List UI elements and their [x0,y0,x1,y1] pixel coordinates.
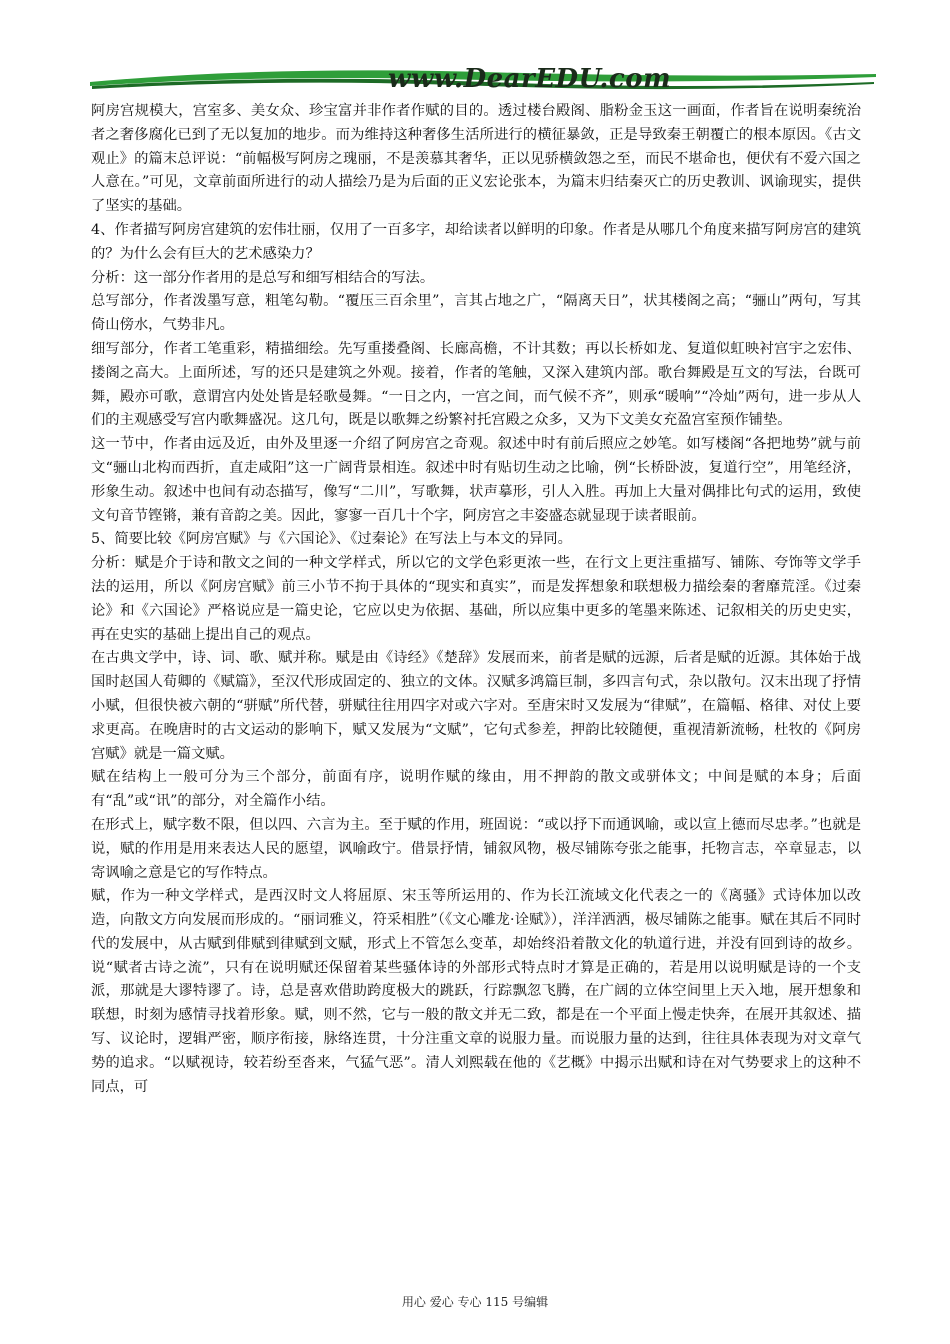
document-body [91,100,861,1099]
paragraph: 分析：这一部分作者用的是总写和细写相结合的写法。 [91,269,435,286]
question-heading: 5、简要比较《阿房宫赋》与《六国论》、《过秦论》在写法上与本文的异同。 [91,531,572,548]
paragraph: 赋，作为一种文学样式，是西汉时文人将屈原、宋玉等所运用的、作为长江流域文化代表之一的《离骚》式诗体加以改造，向散文方向发展而形成的。“丽词雅义，符采相胜”（《文心雕龙·诠赋》），洋洋洒洒，极尽铺陈之能事。赋在其后不同时代的发展中，从古赋到俳赋到律赋到文赋，形式上不管怎么变革，却始终沿着散文化的轨道行进，并没有回到诗的故乡。说“赋者古诗之流”，只有在说明赋还保留着某些骚体诗的外部形式特点时才算是正确的，若是用以说明赋是诗的一个支派，那就是大谬特谬了。诗，总是喜欢借助跨度极大的跳跃，行踪飘忽飞腾，在广阔的立体空间里上天入地，展开想象和联想，时刻为感情寻找着形象。赋，则不然，它与一般的散文并无二致，都是在一个平面上慢走快奔，在展开其叙述、描写、议论时，逻辑严密，顺序衔接，脉络连贯，十分注重文章的说服力量。而说服力量的达到，往往具体表现为对文章气势的追求。“以赋视诗，较若纷至沓来，气猛气恶”。清人刘熙载在他的《艺概》中揭示出赋和诗在对气势要求上的这种不同点，可 [91,888,861,1095]
paragraph: 阿房宫规模大，宫室多、美女众、珍宝富并非作者作赋的目的。透过楼台殿阁、脂粉金玉这一画面，作者旨在说明秦统治者之奢侈腐化已到了无以复加的地步。而为维持这种奢侈生活所进行的横征暴敛，正是导致秦王朝覆亡的根本原因。《古文观止》的篇末总评说：“前幅极写阿房之瑰丽，不是羡慕其奢华，正以见骄横敛怨之至，而民不堪命也，便伏有不爱六国之人意在。”可见，文章前面所进行的动人描绘乃是为后面的正义宏论张本，为篇末归结秦灭亡的历史教训、讽谕现实，提供了坚实的基础。 [91,103,861,215]
paragraph: 细写部分，作者工笔重彩，精描细绘。先写重搂叠阁、长廊高檐，不计其数；再以长桥如龙、复道似虹映衬宫宇之宏伟、搂阁之高大。上面所述，写的还只是建筑之外观。接着，作者的笔触，又深入建筑内部。歌台舞殿是互文的写法，台既可舞，殿亦可歌，意谓宫内处处皆是轻歌曼舞。“一日之内，一宫之间，而气候不齐”，则承“暖响”“冷灿”两句，进一步从人们的主观感受写宫内歌舞盛况。这几句，既是以歌舞之纷繁衬托宫殿之众多，又为下文美女充盈宫室预作铺垫。 [91,340,861,429]
page-footer: 用心 爱心 专心 115 号编辑 [401,1295,549,1309]
site-logo[interactable]: www.DearEDU.com [388,64,672,94]
paragraph: 总写部分，作者泼墨写意，粗笔勾勒。“覆压三百余里”，言其占地之广，“隔离天日”，状其楼阁之高；“骊山”两句，写其倚山傍水，气势非凡。 [91,293,861,334]
paragraph: 这一节中，作者由远及近，由外及里逐一介绍了阿房宫之奇观。叙述中时有前后照应之妙笔。如写楼阁“各把地势”就与前文“骊山北构而西折，直走咸阳”这一广阔背景相连。叙述中时有贴切生动之比喻，例“长桥卧波，复道行空”，用笔经济，形象生动。叙述中也间有动态描写，像写“二川”，写歌舞，状声摹形，引人入胜。再加上大量对偶排比句式的运用，致使文句音节铿锵，兼有音韵之美。因此，寥寥一百几十个字，阿房宫之丰姿盛态就显现于读者眼前。 [91,436,861,524]
paragraph: 赋在结构上一般可分为三个部分，前面有序，说明作赋的缘由，用不押韵的散文或骈体文；中间是赋的本身；后面有“乱”或“讯”的部分，对全篇作小结。 [91,769,861,810]
paragraph: 在形式上，赋字数不限，但以四、六言为主。至于赋的作用，班固说：“或以抒下而通讽喻，或以宣上德而尽忠孝。”也就是说，赋的作用是用来表达人民的愿望，讽喻政宁。借景抒情，铺叙风物，极尽铺陈夸张之能事，托物言志，卒章显志，以寄讽喻之意是它的写作特点。 [91,816,861,881]
paragraph: 在古典文学中，诗、词、歌、赋并称。赋是由《诗经》《楚辞》发展而来，前者是赋的远源，后者是赋的近源。其体始于战国时赵国人荀卿的《赋篇》，至汉代形成固定的、独立的文体。汉赋多鸿篇巨制，多四言句式，杂以散句。汉末出现了抒情小赋，但很快被六朝的“骈赋”所代替，骈赋往往用四字对或六字对。至唐宋时又发展为“律赋”，在篇幅、格律、对仗上要求更高。在晚唐时的古文运动的影响下，赋又发展为“文赋”，它句式参差，押韵比较随便，重视清新流畅，杜牧的《阿房宫赋》就是一篇文赋。 [91,650,861,762]
question-heading: 4、作者描写阿房宫建筑的宏伟壮丽，仅用了一百多字，却给读者以鲜明的印象。作者是从哪几个角度来描写阿房宫的建筑的？为什么会有巨大的艺术感染力？ [91,221,861,262]
site-header [88,60,878,100]
paragraph: 分析：赋是介于诗和散文之间的一种文学样式，所以它的文学色彩更浓一些，在行文上更注重描写、铺陈、夸饰等文学手法的运用，所以《阿房宫赋》前三小节不拘于具体的“现实和真实”，而是发挥想象和联想极力描绘秦的奢靡荒淫。《过秦论》和《六国论》严格说应是一篇史论，它应以史为依据、基础，所以应集中更多的笔墨来陈述、记叙相关的历史史实，再在史实的基础上提出自己的观点。 [91,555,861,643]
